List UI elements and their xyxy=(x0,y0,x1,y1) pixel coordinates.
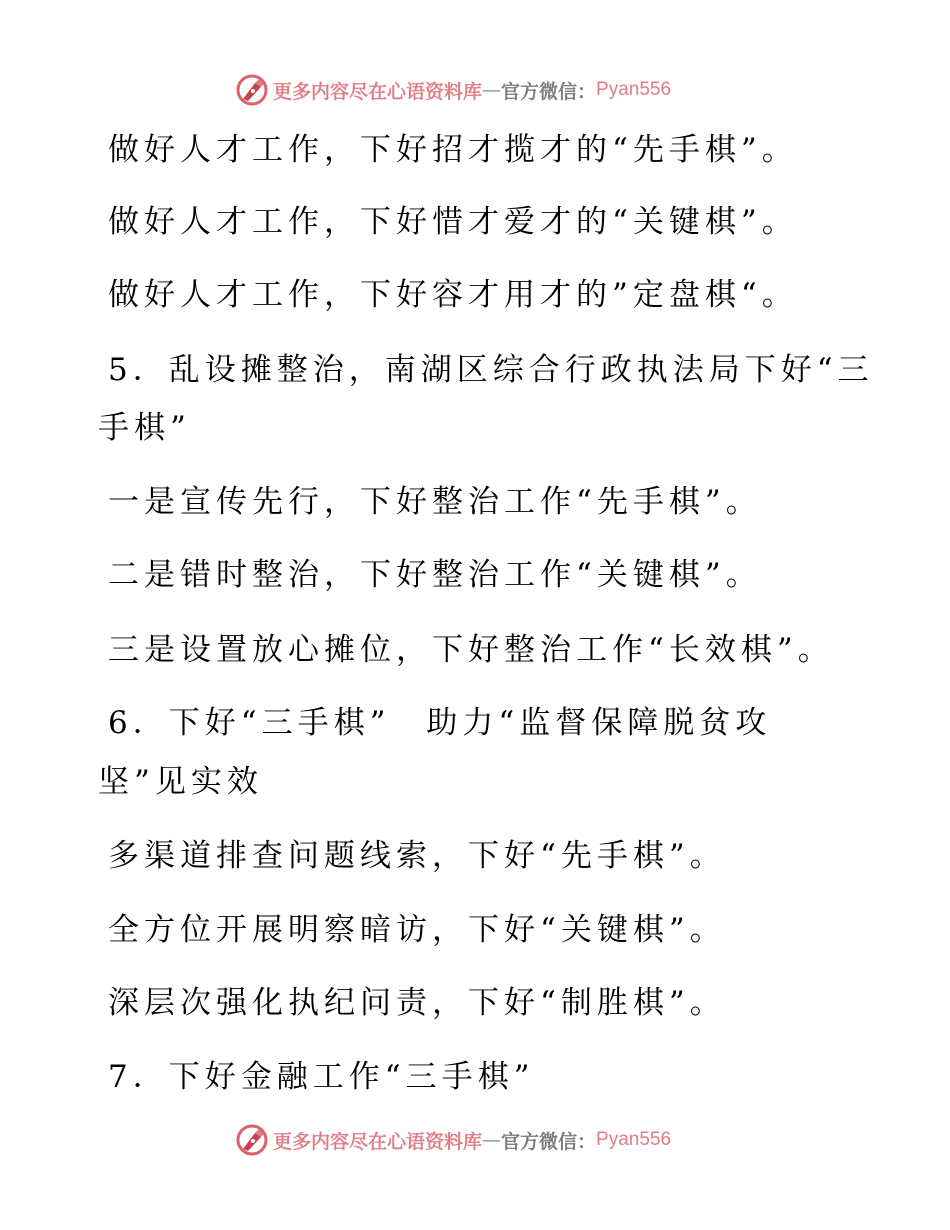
text-line-8: 三是设置放心摊位，下好整治工作“长效棋”。 xyxy=(108,632,834,668)
text-line-14: 7．下好金融工作“三手棋” xyxy=(108,1059,535,1095)
footer-watermark xyxy=(235,1122,671,1158)
text-line-10: 坚”见实效 xyxy=(98,764,263,800)
watermark-wechat-id: Pyan556 xyxy=(596,1129,672,1150)
watermark-wechat-label: 官方微信： xyxy=(501,80,597,103)
text-line-5: 手棋” xyxy=(98,410,191,446)
watermark-dash: — xyxy=(482,1129,502,1151)
text-line-11: 多渠道排查问题线索，下好“先手棋”。 xyxy=(108,838,726,874)
watermark-site-text: 更多内容尽在心语资料库 xyxy=(273,1130,483,1153)
text-line-7: 二是错时整治，下好整治工作“关键棋”。 xyxy=(108,557,762,593)
text-line-13: 深层次强化执纪问责，下好“制胜棋”。 xyxy=(108,985,726,1021)
pen-nib-logo-icon xyxy=(235,1123,269,1157)
watermark-wechat-id: Pyan556 xyxy=(596,79,672,100)
pen-nib-logo-icon xyxy=(235,73,269,107)
text-line-9: 6．下好“三手棋” 助力“监督保障脱贫攻 xyxy=(108,705,772,741)
text-line-3: 做好人才工作，下好容才用才的”定盘棋“。 xyxy=(108,277,798,313)
text-line-12: 全方位开展明察暗访，下好“关键棋”。 xyxy=(108,912,726,948)
watermark-dash: — xyxy=(482,79,502,101)
text-line-6: 一是宣传先行，下好整治工作“先手棋”。 xyxy=(108,484,762,520)
watermark-site-text: 更多内容尽在心语资料库 xyxy=(273,80,483,103)
watermark-wechat-label: 官方微信： xyxy=(501,1130,597,1153)
text-line-1: 做好人才工作，下好招才揽才的“先手棋”。 xyxy=(108,132,798,168)
text-line-2: 做好人才工作，下好惜才爱才的“关键棋”。 xyxy=(108,204,798,240)
header-watermark xyxy=(235,72,671,108)
text-line-4: 5．乱设摊整治，南湖区综合行政执法局下好“三 xyxy=(108,352,874,388)
